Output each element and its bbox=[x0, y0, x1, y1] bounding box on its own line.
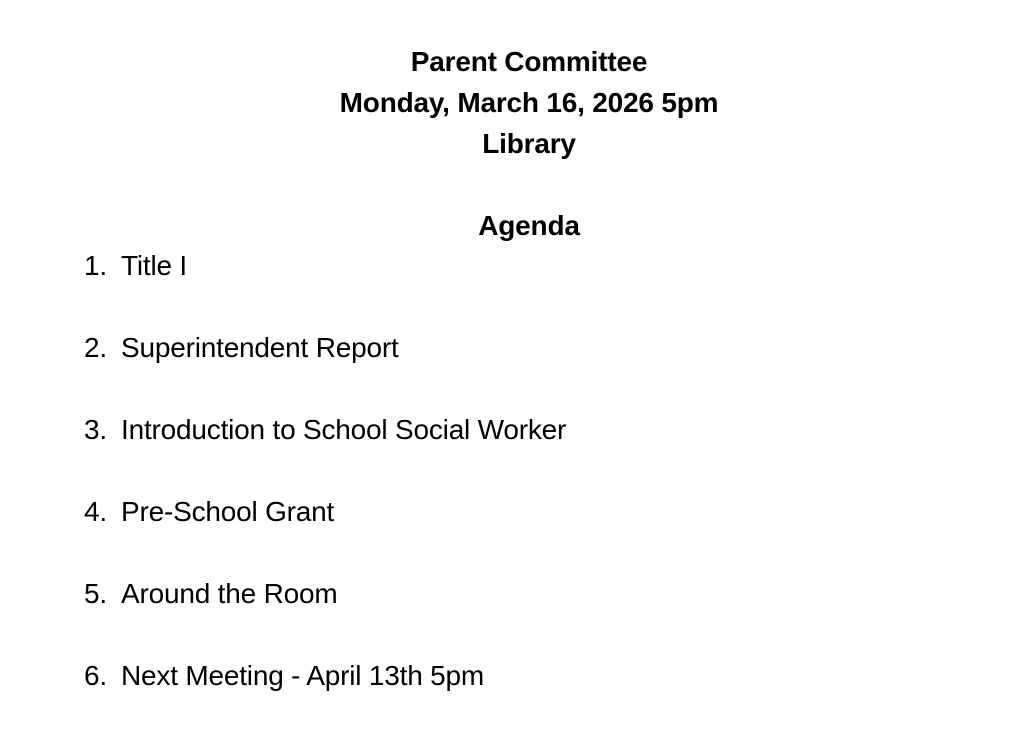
agenda-item-text: Around the Room bbox=[121, 578, 338, 609]
agenda-item-title-i bbox=[84, 250, 566, 282]
agenda-item-number: 1. bbox=[84, 250, 107, 281]
agenda-heading: Agenda bbox=[478, 210, 580, 241]
agenda-item-next-meeting bbox=[84, 660, 566, 692]
agenda-item-around-the-room bbox=[84, 578, 566, 610]
agenda-item-number: 5. bbox=[84, 578, 107, 609]
agenda-item-text: Title I bbox=[121, 250, 188, 281]
agenda-item-superintendent-report bbox=[84, 332, 566, 364]
agenda-item-social-worker-intro bbox=[84, 414, 566, 446]
agenda-item-pre-school-grant bbox=[84, 496, 566, 528]
meeting-location: Library bbox=[482, 128, 576, 159]
agenda-item-text: Introduction to School Social Worker bbox=[121, 414, 567, 445]
meeting-date: Monday, March 16, 2026 5pm bbox=[339, 87, 719, 118]
agenda-item-number: 2. bbox=[84, 332, 107, 363]
document-title: Parent Committee bbox=[410, 46, 648, 77]
agenda-item-number: 3. bbox=[84, 414, 107, 445]
agenda-item-text: Superintendent Report bbox=[121, 332, 399, 363]
agenda-item-number: 6. bbox=[84, 660, 107, 691]
agenda-list bbox=[84, 250, 566, 742]
agenda-item-text: Pre-School Grant bbox=[121, 496, 335, 527]
agenda-item-text: Next Meeting - April 13th 5pm bbox=[121, 660, 485, 691]
agenda-item-number: 4. bbox=[84, 496, 107, 527]
